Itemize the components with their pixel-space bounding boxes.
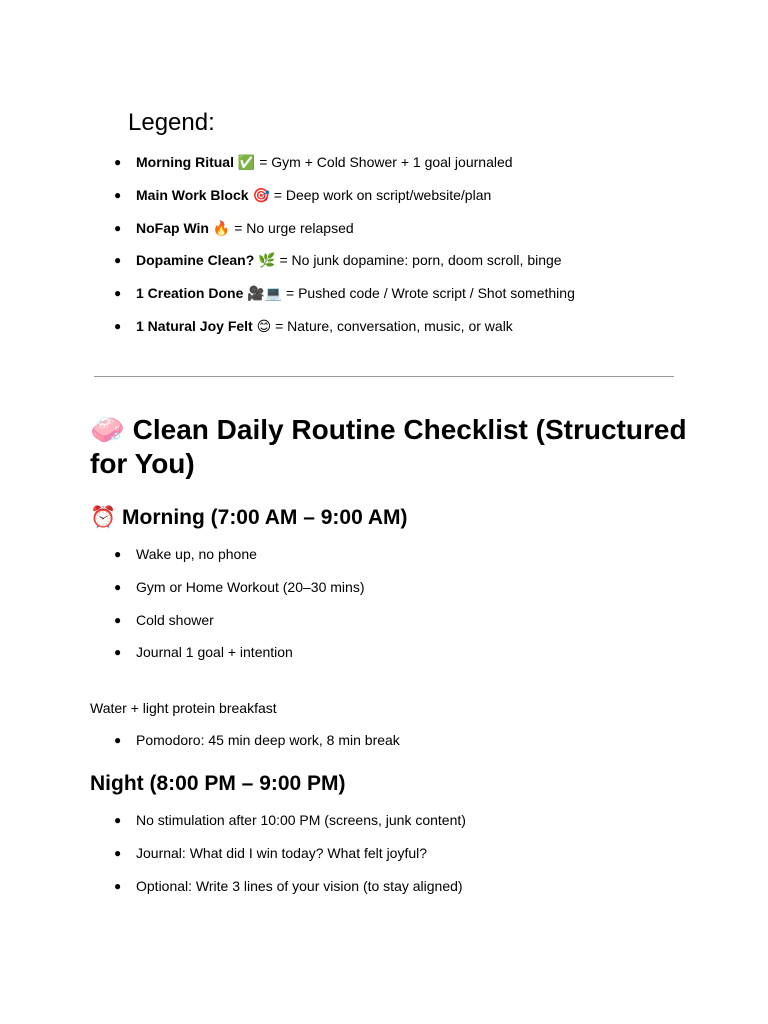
list-item-text: Cold shower <box>136 611 214 628</box>
bullet-icon: ● <box>114 579 122 594</box>
soap-icon: 🧼 <box>90 413 125 446</box>
legend-item-dopamine-clean <box>91 251 575 284</box>
list-item-text: Journal: What did I win today? What felt joyful? <box>136 845 428 861</box>
list-item <box>91 811 466 844</box>
pomodoro-list <box>91 731 400 749</box>
bullet-icon: ● <box>114 612 122 627</box>
bullet-icon: ● <box>114 813 122 827</box>
legend-item-text: = Pushed code / Wrote script / Shot something <box>286 285 575 302</box>
morning-heading <box>90 504 407 531</box>
list-item-text: Optional: Write 3 lines of your vision (to stay aligned) <box>136 878 463 894</box>
checklist-title-text: Clean Daily Routine Checklist (Structured for You) <box>90 414 687 479</box>
list-item-text: No stimulation after 10:00 PM (screens, junk content) <box>136 812 466 828</box>
night-list <box>91 811 466 910</box>
check-mark-icon: ✅ <box>237 155 256 171</box>
smiley-icon: 😊 <box>256 318 272 335</box>
list-item <box>91 731 400 749</box>
legend-item-morning-ritual <box>91 153 575 186</box>
bullet-icon: ● <box>114 253 122 268</box>
list-item-text: Wake up, no phone <box>136 546 257 562</box>
bullet-icon: ● <box>114 155 122 169</box>
checklist-title <box>90 413 710 481</box>
bullet-icon: ● <box>114 547 122 561</box>
bullet-icon: ● <box>114 187 122 202</box>
night-heading: Night (8:00 PM – 9:00 PM) <box>90 772 346 795</box>
bullet-icon: ● <box>114 645 122 660</box>
list-item <box>91 545 364 578</box>
horizontal-divider <box>94 376 674 377</box>
legend-item-text: = Nature, conversation, music, or walk <box>275 317 513 334</box>
alarm-clock-icon: ⏰ <box>90 505 117 529</box>
legend-item-label: 1 Natural Joy Felt <box>136 317 253 334</box>
bullet-icon: ● <box>114 286 122 301</box>
legend-list <box>91 153 575 350</box>
bullet-icon: ● <box>114 846 122 860</box>
legend-item-creation-done <box>91 284 575 317</box>
list-item-text: Journal 1 goal + intention <box>136 644 293 661</box>
legend-item-nofap-win <box>91 219 575 252</box>
bullet-icon: ● <box>114 318 122 333</box>
legend-item-natural-joy <box>91 317 575 350</box>
legend-item-text: = No urge relapsed <box>234 219 354 236</box>
bullet-icon: ● <box>114 733 122 747</box>
morning-list <box>91 545 364 676</box>
camera-laptop-icon: 🎥💻 <box>247 286 283 303</box>
list-item <box>91 611 364 644</box>
list-item-text: Pomodoro: 45 min deep work, 8 min break <box>136 732 400 748</box>
morning-heading-text: Morning (7:00 AM – 9:00 AM) <box>122 506 408 529</box>
bullet-icon: ● <box>114 220 122 235</box>
fire-icon: 🔥 <box>212 220 231 237</box>
legend-title: Legend: <box>128 109 215 136</box>
legend-item-label: Main Work Block <box>136 186 249 203</box>
herb-icon: 🌿 <box>258 253 276 270</box>
list-item <box>91 877 466 910</box>
bullet-icon: ● <box>114 879 122 893</box>
legend-item-text: = Gym + Cold Shower + 1 goal journaled <box>259 154 513 170</box>
legend-item-label: Morning Ritual <box>136 154 234 170</box>
legend-item-label: NoFap Win <box>136 219 209 236</box>
breakfast-note: Water + light protein breakfast <box>90 700 277 716</box>
target-icon: 🎯 <box>252 187 270 204</box>
legend-item-main-work-block <box>91 186 575 219</box>
legend-item-label: 1 Creation Done <box>136 285 244 302</box>
list-item <box>91 578 364 611</box>
legend-item-label: Dopamine Clean? <box>136 252 255 269</box>
list-item <box>91 643 364 676</box>
list-item-text: Gym or Home Workout (20–30 mins) <box>136 578 365 595</box>
legend-item-text: = No junk dopamine: porn, doom scroll, binge <box>279 252 562 269</box>
legend-item-text: = Deep work on script/website/plan <box>273 186 492 203</box>
list-item <box>91 844 466 877</box>
